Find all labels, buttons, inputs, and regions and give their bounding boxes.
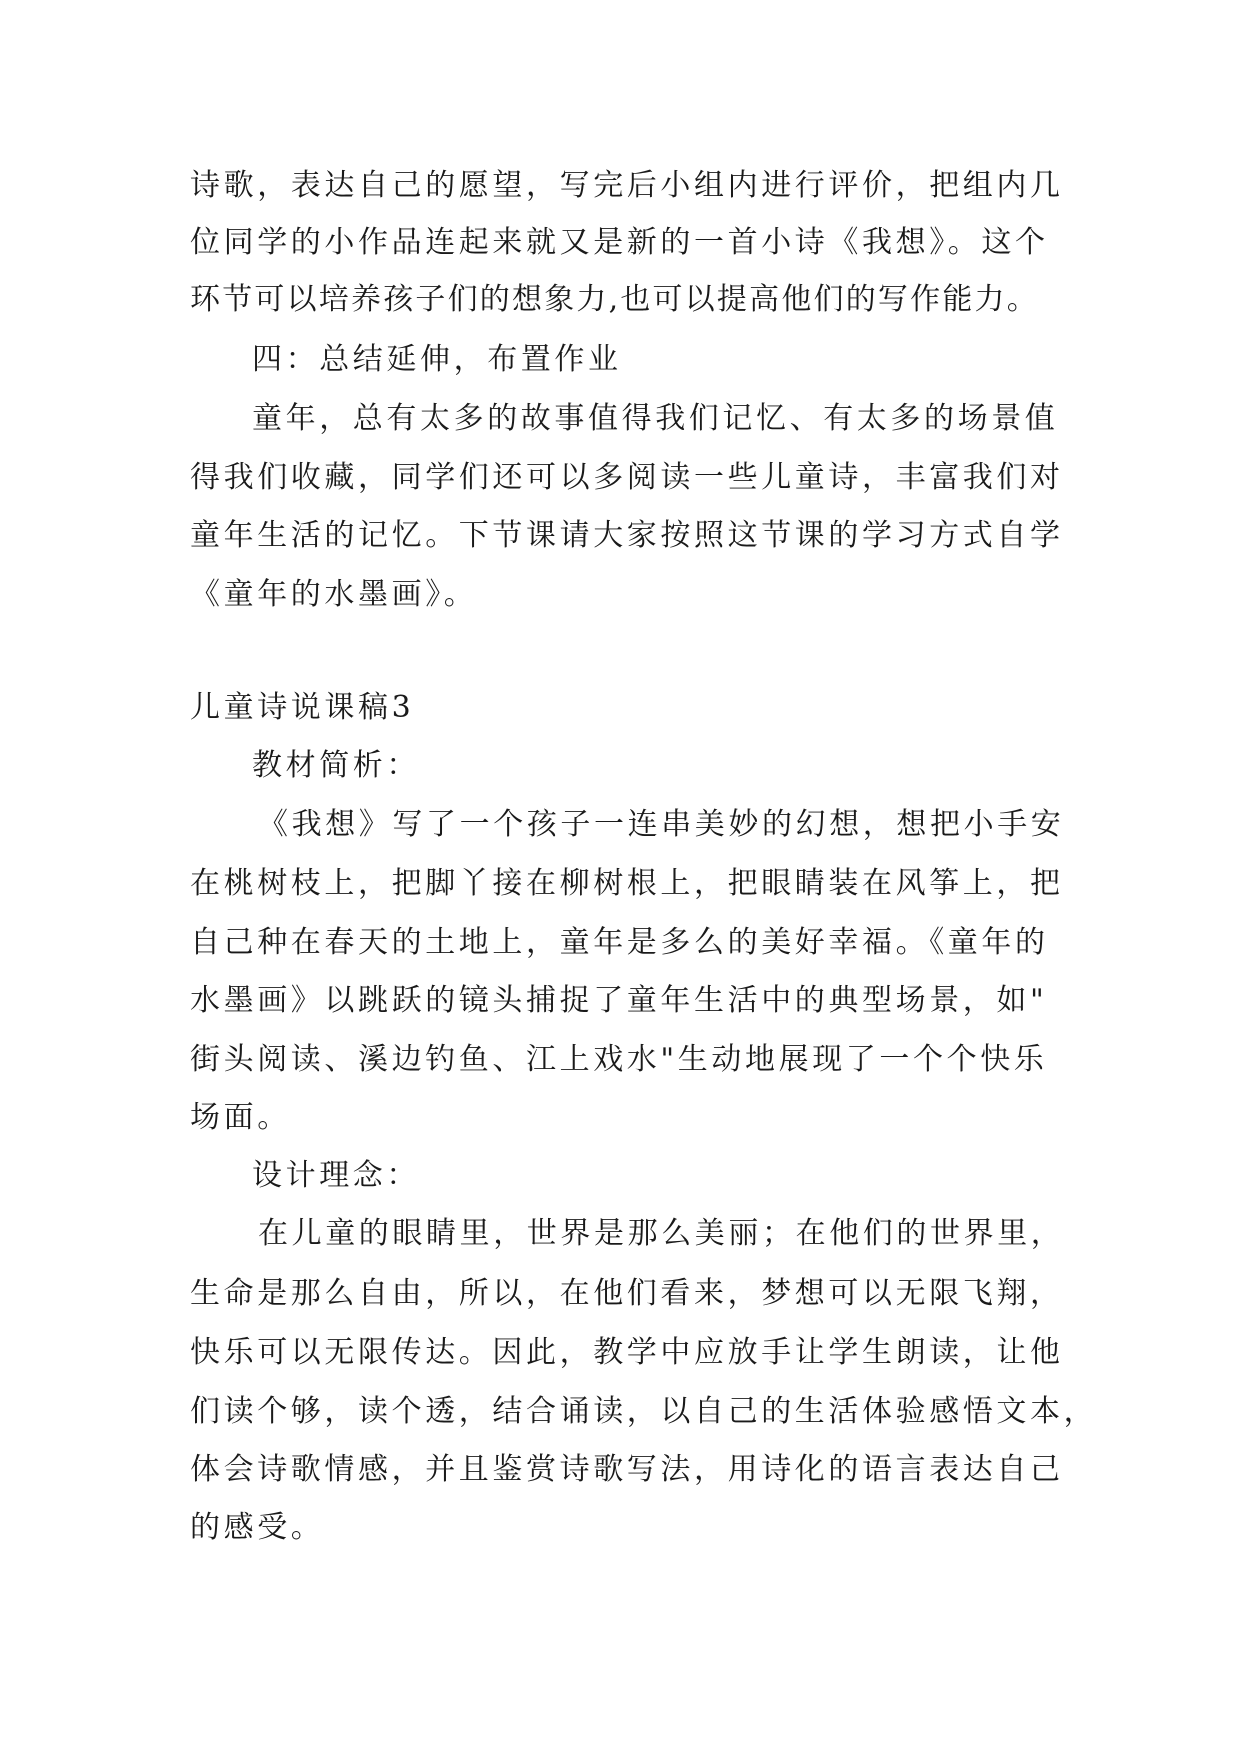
- paragraph-line: [0, 1206, 1241, 1262]
- paragraph-line: [0, 391, 1241, 447]
- text-line: 童年，总有太多的故事值得我们记忆、有太多的场景值: [252, 401, 1059, 436]
- paragraph-line: [0, 272, 1241, 328]
- text-line: 们读个够，读个透，结合诵读，以自己的生活体验感悟文本，: [190, 1394, 1098, 1429]
- section-heading: [0, 1148, 1241, 1204]
- text-line: 童年生活的记忆。下节课请大家按照这节课的学习方式自学: [190, 518, 1064, 553]
- paragraph-line: [0, 1442, 1241, 1498]
- text-line: 生命是那么自由，所以，在他们看来，梦想可以无限飞翔，: [190, 1276, 1064, 1311]
- paragraph-line: [0, 508, 1241, 564]
- paragraph-line: [0, 1500, 1241, 1556]
- section-heading: [0, 738, 1241, 794]
- text-line: 诗歌，表达自己的愿望，写完后小组内进行评价，把组内几: [190, 168, 1064, 203]
- paragraph-line: [0, 856, 1241, 912]
- text-line: 位同学的小作品连起来就又是新的一首小诗《我想》。这个: [190, 225, 1049, 260]
- text-line: 的感受。: [190, 1510, 325, 1545]
- text-line: 快乐可以无限传达。因此，教学中应放手让学生朗读，让他: [190, 1335, 1064, 1370]
- title-text: 儿童诗说课稿3: [190, 690, 415, 725]
- paragraph-line: [0, 1325, 1241, 1381]
- heading-text: 教材简析：: [252, 748, 420, 783]
- paragraph-line: [0, 158, 1241, 214]
- paragraph-line: [0, 915, 1241, 971]
- text-line: 自己种在春天的土地上，童年是多么的美好幸福。《童年的: [190, 925, 1049, 960]
- heading-text: 设计理念：: [252, 1158, 420, 1193]
- paragraph-line: [0, 1266, 1241, 1322]
- text-line: 街头阅读、溪边钓鱼、江上戏水"生动地展现了一个个快乐: [190, 1042, 1048, 1077]
- document-title: [0, 680, 1241, 736]
- text-line: 环节可以培养孩子们的想象力,也可以提高他们的写作能力。: [190, 282, 1039, 317]
- paragraph-line: [0, 215, 1241, 271]
- text-line: 体会诗歌情感，并且鉴赏诗歌写法，用诗化的语言表达自己: [190, 1452, 1064, 1487]
- text-line: 得我们收藏，同学们还可以多阅读一些儿童诗，丰富我们对: [190, 460, 1064, 495]
- text-line: 场面。: [190, 1100, 291, 1135]
- paragraph-line: [0, 797, 1241, 853]
- paragraph-line: [0, 567, 1241, 623]
- paragraph-line: [0, 973, 1241, 1029]
- paragraph-line: [0, 1032, 1241, 1088]
- text-line: 在桃树枝上，把脚丫接在柳树根上，把眼睛装在风筝上，把: [190, 866, 1064, 901]
- section-heading: [0, 332, 1241, 388]
- text-line: 在儿童的眼睛里，世界是那么美丽；在他们的世界里，: [258, 1216, 1065, 1251]
- text-line: 《我想》写了一个孩子一连串美妙的幻想，想把小手安: [258, 807, 1065, 842]
- text-line: 水墨画》以跳跃的镜头捕捉了童年生活中的典型场景，如": [190, 983, 1048, 1018]
- paragraph-line: [0, 1090, 1241, 1146]
- paragraph-line: [0, 1384, 1241, 1440]
- heading-text: 四：总结延伸，布置作业: [252, 342, 622, 377]
- paragraph-line: [0, 450, 1241, 506]
- text-line: 《童年的水墨画》。: [190, 577, 478, 612]
